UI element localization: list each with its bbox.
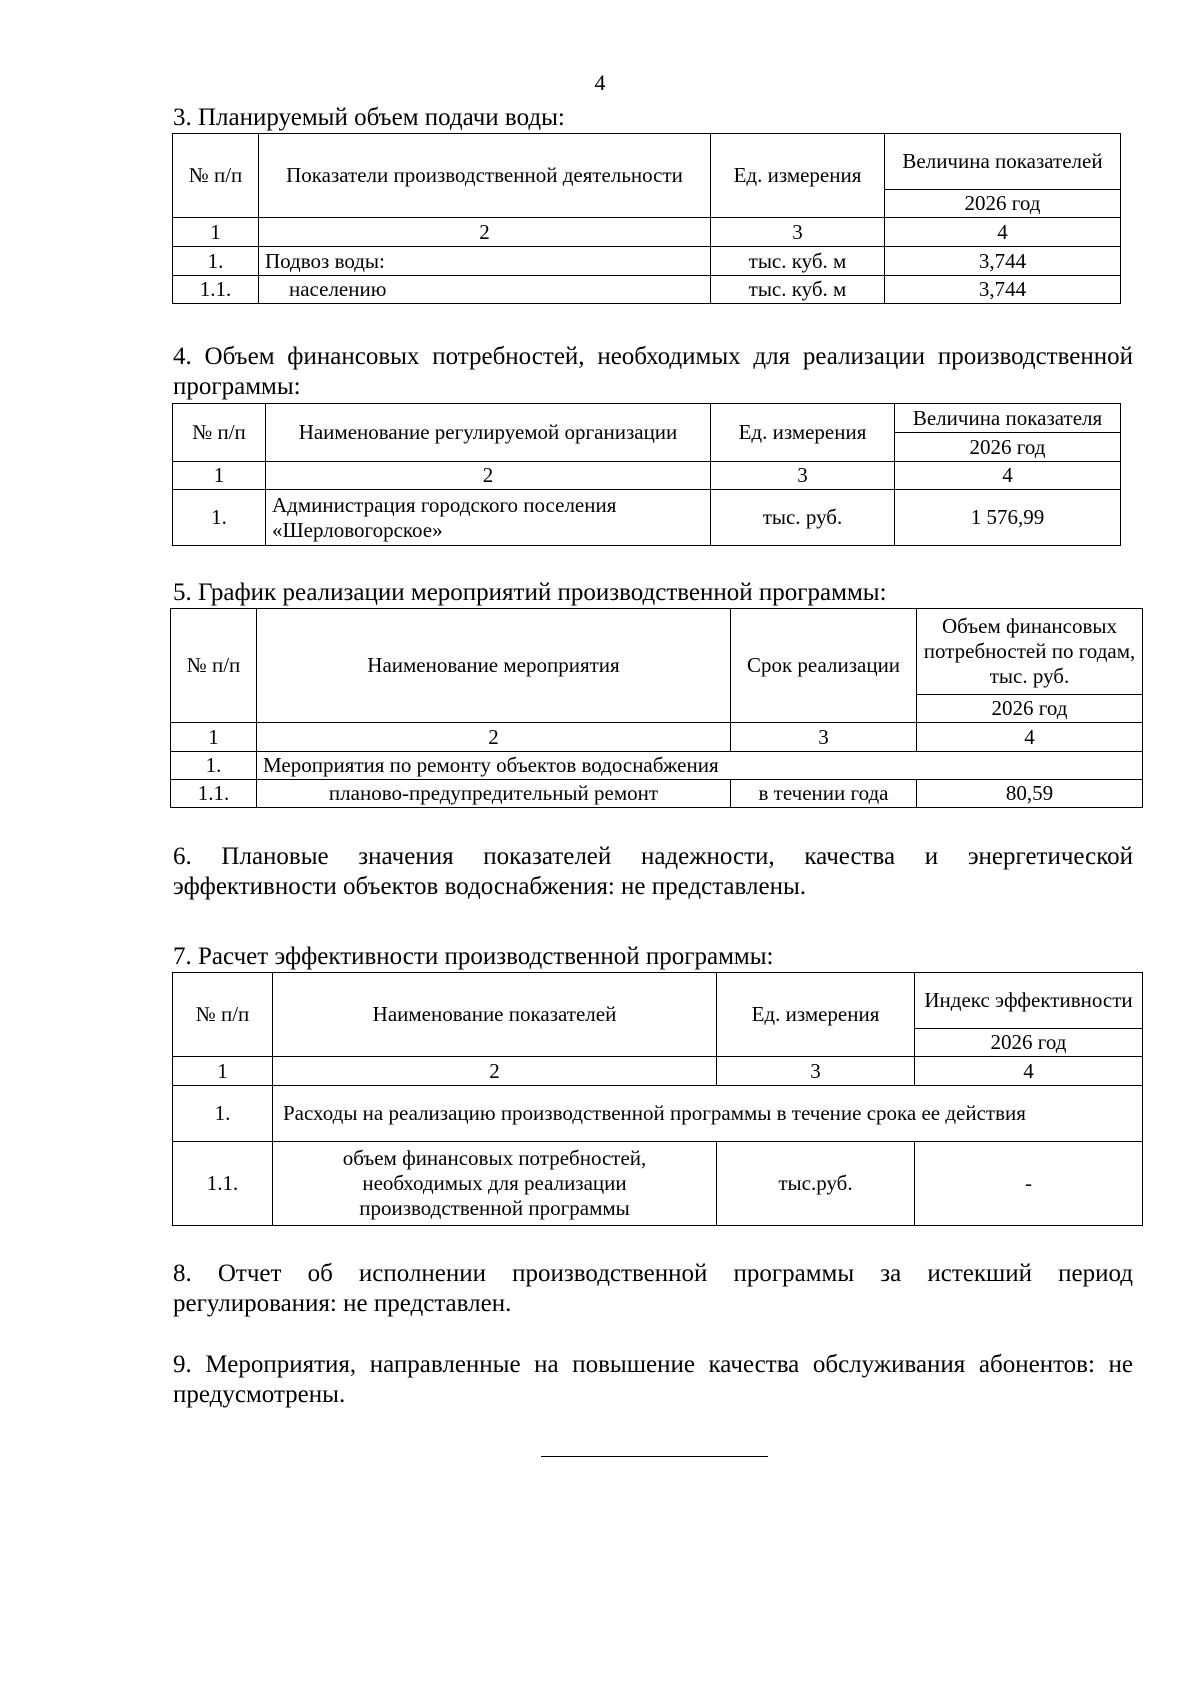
- header-value: Объем финансовых потребностей по годам, тыс. руб.: [917, 609, 1143, 695]
- row-name: планово-предупредительный ремонт: [257, 780, 731, 808]
- group-row: [173, 1086, 1143, 1142]
- header-year: 2026 год: [915, 1029, 1143, 1057]
- row-name-line: объем финансовых потребностей,: [342, 1146, 647, 1170]
- row-name: [273, 1142, 717, 1226]
- header-term: Срок реализации: [731, 609, 917, 723]
- header-num: № п/п: [171, 609, 257, 723]
- colnum: 1: [173, 218, 259, 247]
- table-row: [171, 780, 1143, 808]
- table-row: [173, 247, 1121, 276]
- schedule-table: [170, 608, 1143, 808]
- row-name: населению: [259, 276, 711, 304]
- group-row: [171, 752, 1143, 780]
- header-year: 2026 год: [895, 433, 1121, 462]
- column-numbers-row: [173, 1057, 1143, 1086]
- colnum: 1: [173, 462, 266, 490]
- colnum: 3: [717, 1057, 915, 1086]
- colnum: 3: [731, 723, 917, 752]
- section-7-heading: 7. Расчет эффективности производственной программы:: [173, 943, 774, 970]
- row-num: 1.1.: [171, 780, 257, 808]
- section-9-text: 9. Мероприятия, направленные на повышение качества обслуживания абонентов: не предусмотрены.: [173, 1351, 1133, 1408]
- row-num: 1.: [173, 247, 259, 276]
- row-name: Администрация городского поселения «Шерловогорское»: [266, 490, 711, 546]
- row-term: в течении года: [731, 780, 917, 808]
- section-8-text: 8. Отчет об исполнении производственной программы за истекший период регулирования: не представлен.: [173, 1260, 1133, 1317]
- section-3-heading: 3. Планируемый объем подачи воды:: [173, 104, 565, 131]
- row-name: Расходы на реализацию производственной программы в течение срока ее действия: [273, 1086, 1143, 1142]
- row-value: 3,744: [885, 276, 1121, 304]
- header-unit: Ед. измерения: [711, 134, 885, 218]
- header-year: 2026 год: [917, 695, 1143, 723]
- row-unit: тыс. руб.: [711, 490, 895, 546]
- row-name: Подвоз воды:: [259, 247, 711, 276]
- colnum: 4: [885, 218, 1121, 247]
- colnum: 1: [171, 723, 257, 752]
- column-numbers-row: [171, 723, 1143, 752]
- section-6-text: 6. Плановые значения показателей надежности, качества и энергетической эффективности объектов водоснабжения: не представлены.: [173, 843, 1133, 900]
- row-name: Мероприятия по ремонту объектов водоснабжения: [257, 752, 1143, 780]
- colnum: 4: [895, 462, 1121, 490]
- header-unit: Ед. измерения: [711, 404, 895, 462]
- header-num: № п/п: [173, 134, 259, 218]
- row-num: 1.1.: [173, 276, 259, 304]
- colnum: 1: [173, 1057, 273, 1086]
- table-row: [173, 490, 1121, 546]
- table-row: [173, 1142, 1143, 1226]
- colnum: 3: [711, 462, 895, 490]
- row-unit: тыс.руб.: [717, 1142, 915, 1226]
- row-name-line: производственной программы: [359, 1196, 630, 1220]
- row-unit: тыс. куб. м: [711, 276, 885, 304]
- header-unit: Ед. измерения: [717, 973, 915, 1057]
- header-name: Наименование мероприятия: [257, 609, 731, 723]
- header-year: 2026 год: [885, 190, 1121, 218]
- colnum: 3: [711, 218, 885, 247]
- colnum: 2: [257, 723, 731, 752]
- header-num: № п/п: [173, 404, 266, 462]
- row-num: 1.: [171, 752, 257, 780]
- row-num: 1.: [173, 1086, 273, 1142]
- financial-needs-table: [172, 403, 1121, 546]
- row-value: 3,744: [885, 247, 1121, 276]
- row-name-line: необходимых для реализации: [362, 1171, 627, 1195]
- header-value: Величина показателя: [895, 404, 1121, 433]
- closing-rule: [541, 1456, 768, 1457]
- colnum: 2: [273, 1057, 717, 1086]
- header-num: № п/п: [173, 973, 273, 1057]
- table-row: [173, 276, 1121, 304]
- row-unit: тыс. куб. м: [711, 247, 885, 276]
- section-5-heading: 5. График реализации мероприятий производственной программы:: [173, 579, 887, 606]
- row-value: 80,59: [917, 780, 1143, 808]
- header-name: Показатели производственной деятельности: [259, 134, 711, 218]
- efficiency-table: [172, 972, 1143, 1226]
- colnum: 4: [915, 1057, 1143, 1086]
- column-numbers-row: [173, 218, 1121, 247]
- row-num: 1.1.: [173, 1142, 273, 1226]
- water-supply-table: [172, 133, 1121, 304]
- row-value: 1 576,99: [895, 490, 1121, 546]
- column-numbers-row: [173, 462, 1121, 490]
- row-value: -: [915, 1142, 1143, 1226]
- section-4-heading: 4. Объем финансовых потребностей, необходимых для реализации производственной программы:: [173, 343, 1133, 400]
- header-name: Наименование показателей: [273, 973, 717, 1057]
- header-value: Индекс эффективности: [915, 973, 1143, 1029]
- header-value: Величина показателей: [885, 134, 1121, 190]
- colnum: 2: [259, 218, 711, 247]
- row-num: 1.: [173, 490, 266, 546]
- colnum: 2: [266, 462, 711, 490]
- colnum: 4: [917, 723, 1143, 752]
- header-name: Наименование регулируемой организации: [266, 404, 711, 462]
- page-number: 4: [594, 70, 606, 95]
